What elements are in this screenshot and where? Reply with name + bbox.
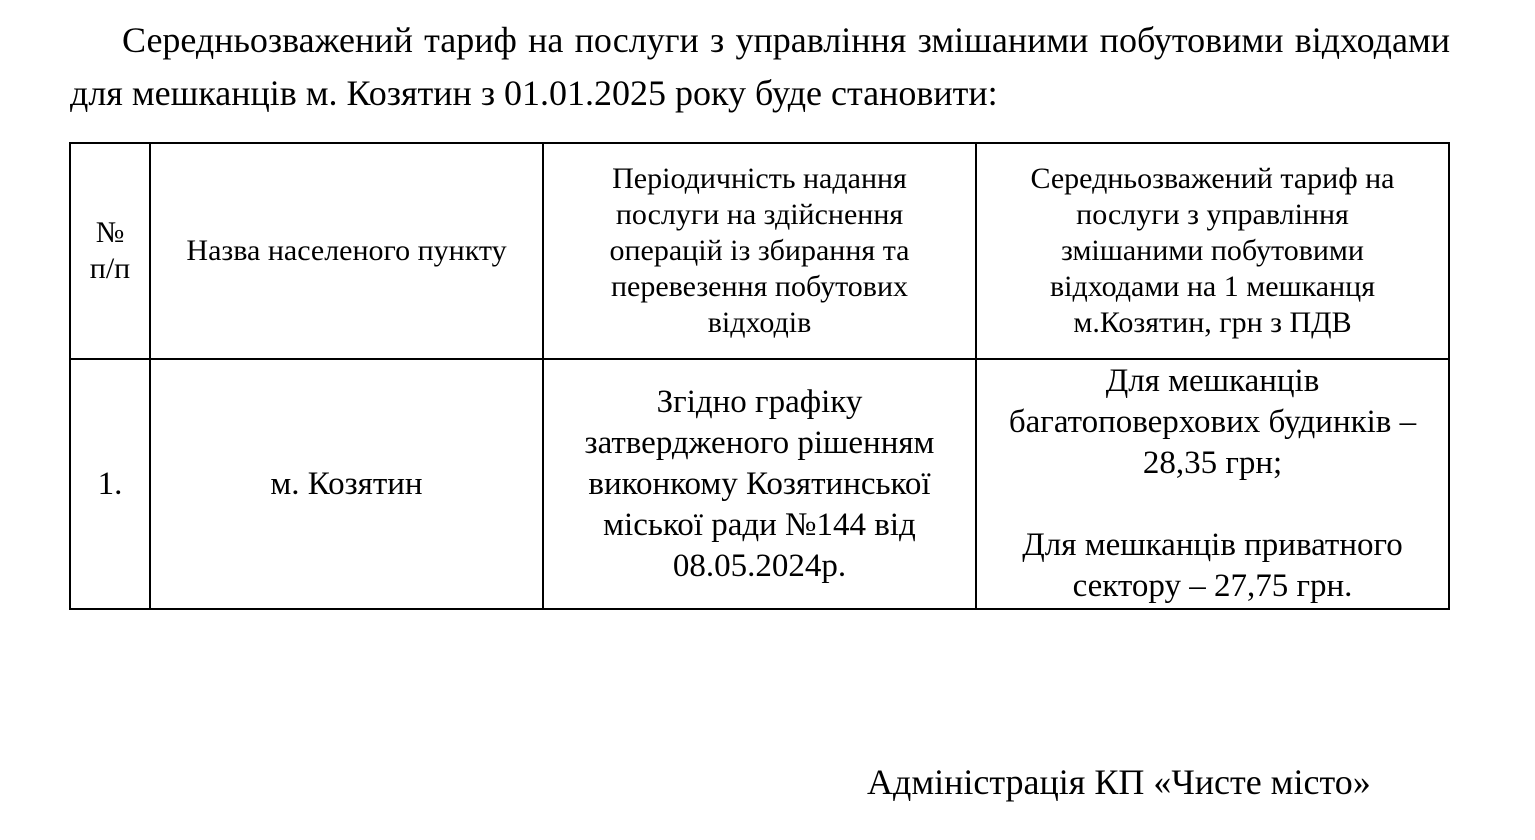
tariff-multi-storey: Для мешканців багатоповерхових будинків – 28,35 грн; — [1008, 363, 1417, 481]
header-tariff: Середньозважений тариф на послуги з управління змішаними побутовими відходами на 1 мешканця м.Козятин, грн з ПДВ — [976, 143, 1449, 359]
intro-paragraph: Середньозважений тариф на послуги з управління змішаними побутовими відходами для мешканців м. Козятин з 01.01.2025 року буде становити: — [70, 20, 1450, 113]
header-name: Назва населеного пункту — [150, 143, 543, 359]
header-number: № п/п — [70, 143, 150, 359]
cell-name: м. Козятин — [150, 359, 543, 609]
table-header-row — [70, 143, 1449, 359]
tariff-spacer — [997, 484, 1428, 525]
cell-number: 1. — [70, 359, 150, 609]
table-row — [70, 359, 1449, 609]
header-periodicity: Періодичність надання послуги на здійснення операцій із збирання та перевезення побутових відходів — [543, 143, 976, 359]
signature: Адміністрація КП «Чисте місто» — [867, 762, 1371, 802]
tariff-private-sector: Для мешканців приватного сектору – 27,75 грн. — [1022, 527, 1403, 604]
cell-periodicity: Згідно графіку затвердженого рішенням виконкому Козятинської міської ради №144 від 08.05.2024р. — [543, 359, 976, 609]
tariff-table — [69, 142, 1450, 610]
cell-tariff — [976, 359, 1449, 609]
